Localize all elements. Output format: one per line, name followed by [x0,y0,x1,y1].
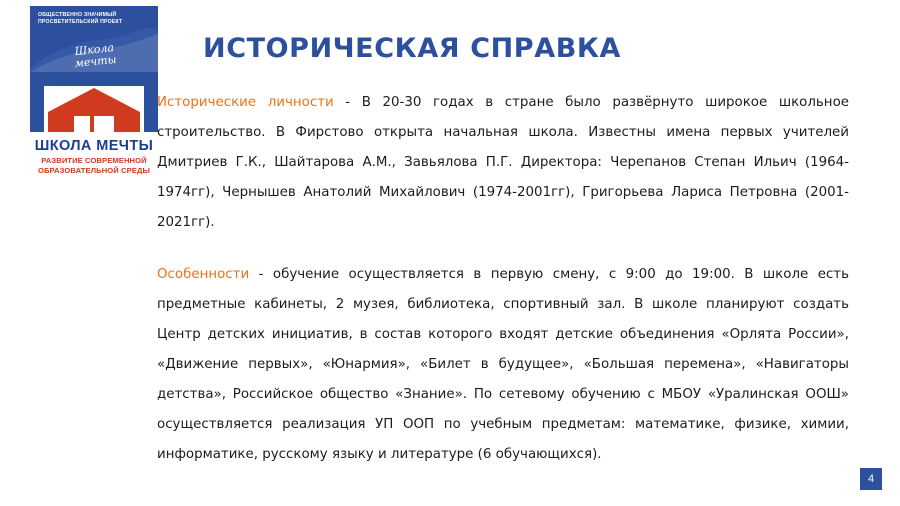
logo-subtitle: РАЗВИТИЕ СОВРЕМЕННОЙ ОБРАЗОВАТЕЛЬНОЙ СРЕДЫ [37,156,151,175]
page-number-badge: 4 [860,468,882,490]
slide-body [157,88,849,470]
logo-house-icon [44,86,144,132]
logo-card [30,6,158,132]
logo-project-caption: ОБЩЕСТВЕННО ЗНАЧИМЫЙ ПРОСВЕТИТЕЛЬСКИЙ ПРОЕКТ [38,12,123,25]
paragraph-lead-historical: Исторические личности [157,95,334,110]
paragraph-features [157,260,849,470]
paragraph-lead-features: Особенности [157,267,250,282]
logo-block [30,6,158,176]
paragraph-text-features: - обучение осуществляется в первую смену, с 9:00 до 19:00. В школе есть предметные кабинеты, 2 музея, библиотека, спортивный зал. В школе планируют создать Центр детских инициатив, в состав которого входят детские объединения «Орлята России», «Движение первых», «Юнармия», «Билет в будущее», «Большая перемена», «Навигаторы детства», Российское общество «Знание». По сетевому обучению с МБОУ «Уралинская ООШ» осуществляется реализация УП ООП по учебным предметам: математике, физике, химии, информатике, русскому языку и литературе (6 обучающихся). [157,267,849,462]
page-title: ИСТОРИЧЕСКАЯ СПРАВКА [203,33,622,64]
logo-script-text: Школа мечты [74,41,118,71]
paragraph-historical [157,88,849,238]
logo-title: ШКОЛА МЕЧТЫ [34,138,154,154]
paragraph-text-historical: - В 20-30 годах в стране было развёрнуто широкое школьное строительство. В Фирстово открыта начальная школа. Известны имена первых учителей Дмитриев Г.К., Шайтарова А.М., Завьялова П.Г. Директора: Черепанов Степан Ильич (1964-1974гг), Чернышев Анатолий Михайлович (1974-2001гг), Григорьева Лариса Петровна (2001-2021гг). [157,95,849,230]
